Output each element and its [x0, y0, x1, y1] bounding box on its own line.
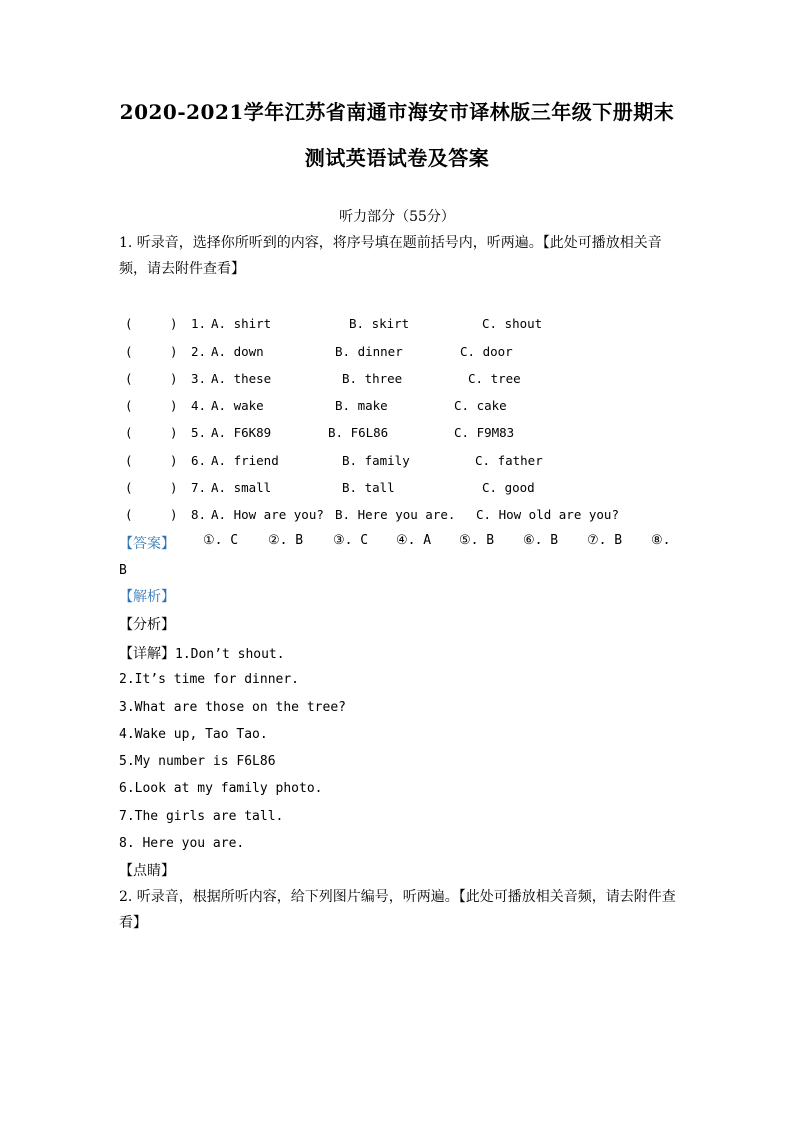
- detail-line: 3.What are those on the tree?: [119, 700, 346, 715]
- answer-item: ②. B: [268, 533, 304, 548]
- option-a: A. shirt: [211, 316, 272, 331]
- answer-tail: B: [119, 563, 127, 578]
- analysis-label: 【解析】: [119, 589, 175, 605]
- answer-paren-open: (: [125, 453, 133, 468]
- option-a: A. F6K89: [211, 425, 272, 440]
- option-a: A. down: [211, 344, 264, 359]
- item-number: 4.: [191, 398, 207, 413]
- detail-line-1: [119, 643, 679, 663]
- answer-paren-open: (: [125, 507, 133, 522]
- answer-paren-open: (: [125, 398, 133, 413]
- option-c: C. father: [475, 453, 543, 468]
- option-b: B. make: [335, 398, 388, 413]
- detail-line: 2.It’s time for dinner.: [119, 672, 300, 687]
- detail-line: 6.Look at my family photo.: [119, 781, 323, 796]
- answer-paren-open: (: [125, 425, 133, 440]
- option-c: C. tree: [468, 371, 521, 386]
- question-item: [119, 398, 719, 418]
- option-a: A. friend: [211, 453, 279, 468]
- answer-paren-close: ): [170, 316, 178, 331]
- item-number: 2.: [191, 344, 207, 359]
- answer-item: ⑥. B: [523, 533, 559, 548]
- fenxi-label: 【分析】: [119, 617, 175, 633]
- option-a: A. How are you?: [211, 507, 324, 522]
- option-b: B. Here you are.: [335, 507, 456, 522]
- question-2-instructions: 2. 听录音，根据所听内容，给下列图片编号，听两遍。【此处可播放相关音频，请去附件查看】: [119, 889, 676, 931]
- item-number: 5.: [191, 425, 207, 440]
- detail-line: 4.Wake up, Tao Tao.: [119, 727, 268, 742]
- answer-paren-close: ): [170, 507, 178, 522]
- question-item: [119, 453, 719, 473]
- option-a: A. wake: [211, 398, 264, 413]
- item-number: 1.: [191, 316, 207, 331]
- option-b: B. F6L86: [328, 425, 389, 440]
- question-1-instructions: 1. 听录音，选择你所听到的内容，将序号填在题前括号内，听两遍。【此处可播放相关音频，请去附件查看】: [119, 235, 662, 277]
- option-c: C. shout: [482, 316, 543, 331]
- option-c: C. How old are you?: [476, 507, 619, 522]
- answer-paren-open: (: [125, 344, 133, 359]
- detail-label: 【详解】: [119, 646, 175, 662]
- answer-paren-close: ): [170, 453, 178, 468]
- option-b: B. three: [342, 371, 403, 386]
- answer-item: ④. A: [396, 533, 432, 548]
- answer-paren-close: ): [170, 398, 178, 413]
- document-title-line-1: 2020-2021学年江苏省南通市海安市译林版三年级下册期末: [119, 100, 675, 124]
- question-item: [119, 316, 719, 336]
- option-b: B. family: [342, 453, 410, 468]
- section-heading: 听力部分（55分）: [339, 209, 455, 225]
- question-item: [119, 425, 719, 445]
- item-number: 6.: [191, 453, 207, 468]
- option-b: B. dinner: [335, 344, 403, 359]
- option-b: B. tall: [342, 480, 395, 495]
- option-a: A. these: [211, 371, 272, 386]
- option-c: C. door: [460, 344, 513, 359]
- answer-paren-close: ): [170, 371, 178, 386]
- question-item: [119, 507, 719, 527]
- answer-item: ③. C: [333, 533, 369, 548]
- option-c: C. good: [482, 480, 535, 495]
- answer-paren-open: (: [125, 316, 133, 331]
- option-c: C. cake: [454, 398, 507, 413]
- item-number: 3.: [191, 371, 207, 386]
- detail-line: 8. Here you are.: [119, 836, 245, 851]
- detail-line: 7.The girls are tall.: [119, 809, 284, 824]
- answer-item: ①. C: [203, 533, 239, 548]
- question-item: [119, 480, 719, 500]
- item-number: 8.: [191, 507, 207, 522]
- answer-paren-open: (: [125, 480, 133, 495]
- document-title-line-2: 测试英语试卷及答案: [304, 146, 490, 170]
- dianjing-label: 【点睛】: [119, 863, 175, 879]
- answer-item: ⑧.: [651, 533, 671, 548]
- answer-label: 【答案】: [119, 536, 175, 552]
- answer-item: ⑤. B: [459, 533, 495, 548]
- option-b: B. skirt: [349, 316, 410, 331]
- option-a: A. small: [211, 480, 272, 495]
- detail-line: 5.My number is F6L86: [119, 754, 276, 769]
- question-item: [119, 371, 719, 391]
- item-number: 7.: [191, 480, 207, 495]
- answer-paren-close: ): [170, 425, 178, 440]
- answer-paren-close: ): [170, 480, 178, 495]
- question-item: [119, 344, 719, 364]
- answer-paren-close: ): [170, 344, 178, 359]
- option-c: C. F9M83: [454, 425, 515, 440]
- answer-item: ⑦. B: [587, 533, 623, 548]
- answer-paren-open: (: [125, 371, 133, 386]
- detail-text: 1.Don’t shout.: [175, 647, 285, 662]
